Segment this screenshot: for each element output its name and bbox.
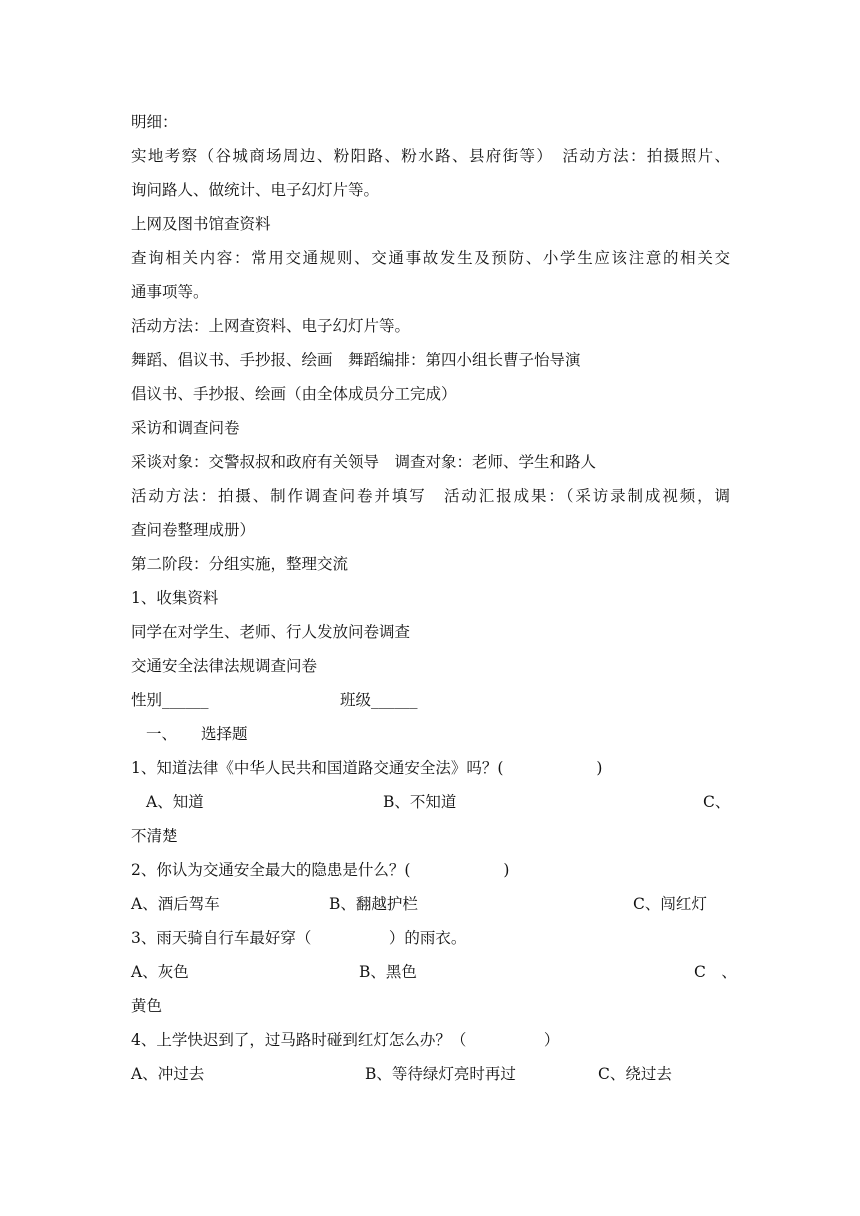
question-3: 3、雨天骑自行车最好穿（ ）的雨衣。	[131, 929, 467, 947]
paragraph-line: 第二阶段：分组实施，整理交流	[131, 555, 349, 573]
option-a: A、灰色	[131, 963, 189, 981]
option-c: C 、	[694, 963, 737, 981]
option-c: C、	[703, 793, 731, 811]
paragraph-line: 活动方法：拍摄、制作调查问卷并填写 活动汇报成果：（采访录制成视频，调	[131, 487, 730, 505]
paragraph-line: 同学在对学生、老师、行人发放问卷调查	[131, 623, 411, 641]
option-b: B、翻越护栏	[329, 895, 418, 913]
paragraph-line: 舞蹈、倡议书、手抄报、绘画 舞蹈编排：第四小组长曹子怡导演	[131, 351, 581, 369]
paragraph-line: 通事项等。	[131, 283, 209, 301]
paragraph-line: 实地考察（谷城商场周边、粉阳路、粉水路、县府街等） 活动方法：拍摄照片、	[131, 147, 730, 165]
paragraph-line: 活动方法：上网查资料、电子幻灯片等。	[131, 317, 411, 335]
option-a: A、酒后驾车	[131, 895, 220, 913]
question-1: 1、知道法律《中华人民共和国道路交通安全法》吗？( )	[131, 759, 603, 777]
paragraph-line: 查询相关内容：常用交通规则、交通事故发生及预防、小学生应该注意的相关交	[131, 249, 730, 267]
option-a: A、冲过去	[131, 1065, 205, 1083]
paragraph-line: 1、收集资料	[131, 589, 219, 607]
gender-field: 性别______	[131, 691, 209, 709]
option-b: B、黑色	[359, 963, 417, 981]
paragraph-line: 上网及图书馆查资料	[131, 215, 271, 233]
option-b: B、不知道	[383, 793, 457, 811]
option-c-continued: 不清楚	[131, 827, 178, 845]
option-b: B、等待绿灯亮时再过	[365, 1065, 516, 1083]
option-c: C、闯红灯	[633, 895, 707, 913]
survey-title: 交通安全法律法规调查问卷	[131, 657, 318, 675]
paragraph-line: 询问路人、做统计、电子幻灯片等。	[131, 181, 380, 199]
paragraph-line: 采谈对象：交警叔叔和政府有关领导 调查对象：老师、学生和路人	[131, 453, 597, 471]
option-c-continued: 黄色	[131, 997, 163, 1015]
option-a: A、知道	[146, 793, 204, 811]
question-4: 4、上学快迟到了，过马路时碰到红灯怎么办？（ ）	[131, 1031, 560, 1049]
class-field: 班级______	[340, 691, 418, 709]
paragraph-line: 采访和调查问卷	[131, 419, 240, 437]
question-2: 2、你认为交通安全最大的隐患是什么？( )	[131, 861, 510, 879]
heading-details: 明细：	[131, 113, 178, 131]
option-c: C、绕过去	[598, 1065, 672, 1083]
section-number: 一、	[146, 725, 178, 743]
section-title: 选择题	[201, 725, 248, 743]
paragraph-line: 倡议书、手抄报、绘画（由全体成员分工完成）	[131, 385, 457, 403]
paragraph-line: 查问卷整理成册）	[131, 521, 256, 539]
